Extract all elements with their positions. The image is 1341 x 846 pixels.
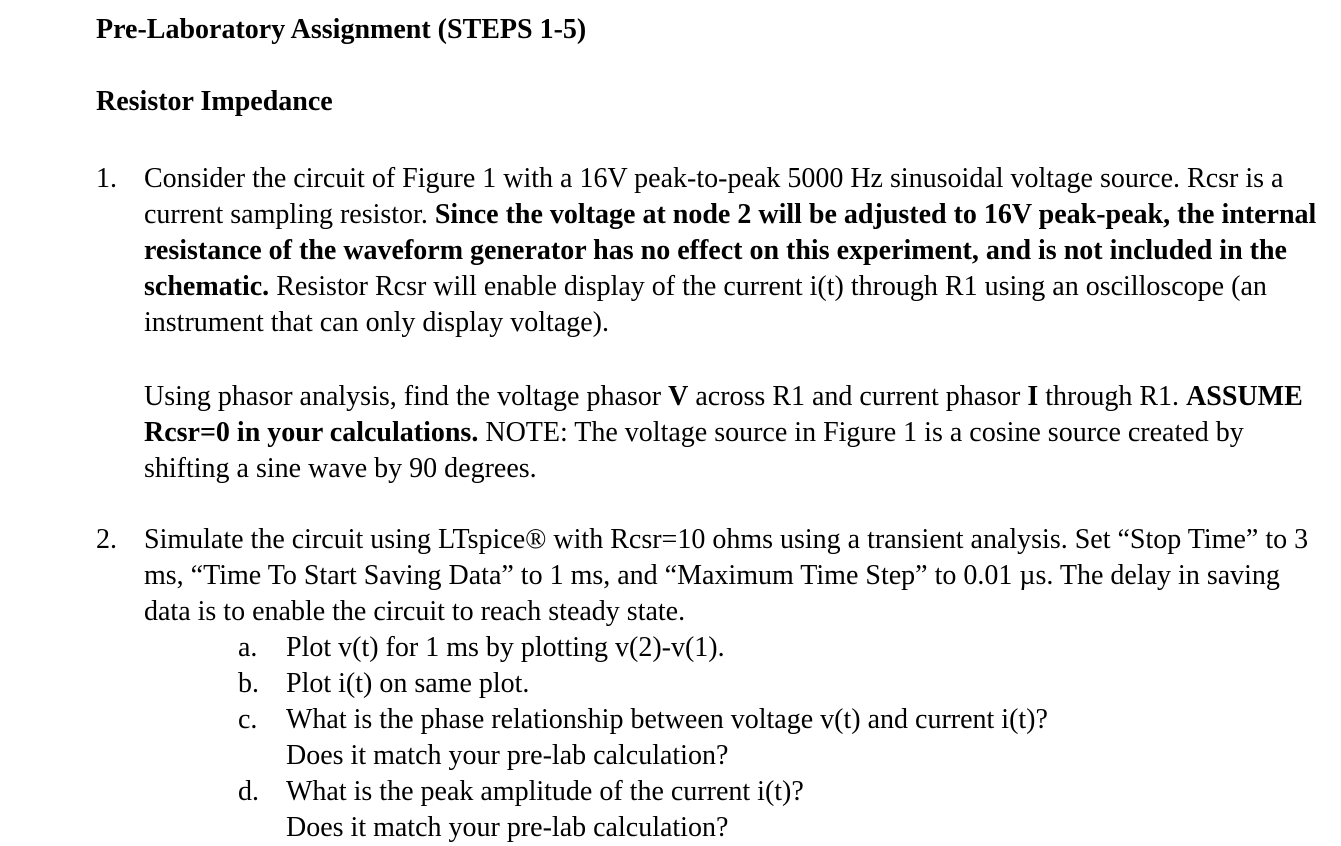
subitem-c-text [286, 702, 1048, 774]
item-2-number: 2. [96, 524, 117, 555]
item-1-p1-run-1: Consider the circuit of Figure 1 with a 16V peak-to-peak 5000 Hz sinusoidal voltage source. Rcsr is a current sampling resistor. [144, 163, 1284, 230]
item-1-p2-run-2-bold: V [668, 381, 689, 412]
item-1-p1-run-2-bold: Since the voltage at node 2 will be adjusted to 16V peak-peak, the internal resistance of the waveform generator has no effect on this experiment, and is not included in the schematic. [144, 199, 1317, 302]
item-2-paragraph: Simulate the circuit using LTspice® with Rcsr=10 ohms using a transient analysis. Set “Stop Time” to 3 ms, “Time To Start Saving Data” to 1 ms, and “Maximum Time Step” to 0.01 µs. The delay in saving data is to enable the circuit to reach steady state. [144, 524, 1309, 627]
item-1-paragraph-1 [144, 161, 1329, 341]
item-1-p2-run-5: through R1. [1038, 381, 1187, 412]
subitem-d-letter: d. [238, 776, 259, 807]
item-1-paragraph-2 [144, 379, 1329, 487]
subitem-d-line-2: Does it match your pre-lab calculation? [286, 812, 729, 843]
item-1-p2-run-6-bold: ASSUME Rcsr=0 in your calculations. [144, 381, 1303, 448]
subitem-d-text [286, 774, 804, 846]
item-1-p1-run-3: Resistor Rcsr will enable display of the current i(t) through R1 using an oscilloscope (an instrument that can only display voltage). [144, 271, 1267, 338]
item-1-p2-run-4-bold: I [1027, 381, 1039, 412]
item-1-p2-run-7: NOTE: The voltage source in Figure 1 is a cosine source created by shifting a sine wave by 90 degrees. [144, 417, 1244, 484]
subitem-a-text: Plot v(t) for 1 ms by plotting v(2)-v(1). [286, 632, 725, 663]
page-title: Pre-Laboratory Assignment (STEPS 1-5) [96, 14, 587, 45]
item-1-p2-run-3: across R1 and current phasor [688, 381, 1028, 412]
section-heading: Resistor Impedance [96, 86, 333, 117]
subitem-a-letter: a. [238, 632, 258, 663]
subitem-b-letter: b. [238, 668, 259, 699]
subitem-d-line-1: What is the peak amplitude of the current i(t)? [286, 776, 804, 807]
subitem-c-letter: c. [238, 704, 258, 735]
subitem-c-line-1: What is the phase relationship between voltage v(t) and current i(t)? [286, 704, 1048, 735]
subitem-c-line-2: Does it match your pre-lab calculation? [286, 740, 729, 771]
subitem-b-text: Plot i(t) on same plot. [286, 668, 530, 699]
item-1-p2-run-1: Using phasor analysis, find the voltage phasor [144, 381, 669, 412]
item-1-number: 1. [96, 163, 117, 194]
